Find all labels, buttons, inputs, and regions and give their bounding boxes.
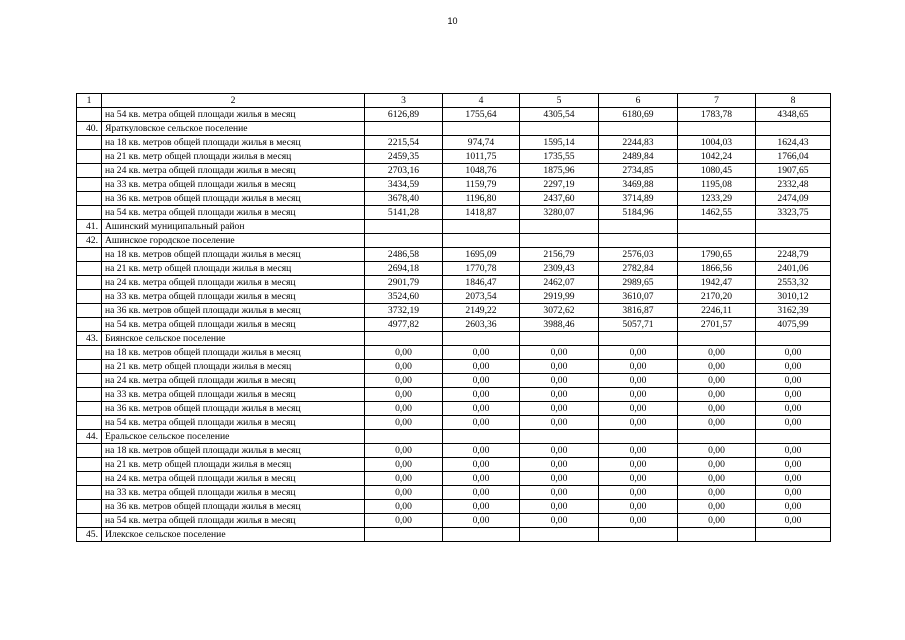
value-cell: 0,00	[756, 472, 831, 486]
section-row	[77, 220, 831, 234]
row-index	[77, 192, 102, 206]
value-cell: 3280,07	[520, 206, 599, 220]
value-cell	[756, 528, 831, 542]
row-index	[77, 206, 102, 220]
value-cell: 0,00	[520, 402, 599, 416]
value-cell: 0,00	[678, 458, 756, 472]
value-cell: 0,00	[756, 346, 831, 360]
value-cell: 1080,45	[678, 164, 756, 178]
value-cell: 0,00	[365, 360, 443, 374]
row-index	[77, 276, 102, 290]
value-cell: 2215,54	[365, 136, 443, 150]
value-cell: 0,00	[756, 486, 831, 500]
table-row	[77, 514, 831, 528]
value-cell: 3469,88	[599, 178, 678, 192]
value-cell: 0,00	[756, 458, 831, 472]
value-cell	[443, 220, 520, 234]
value-cell: 2694,18	[365, 262, 443, 276]
value-cell	[443, 234, 520, 248]
value-cell: 2734,85	[599, 164, 678, 178]
value-cell: 0,00	[599, 360, 678, 374]
value-cell: 3072,62	[520, 304, 599, 318]
column-header: 3	[365, 94, 443, 108]
row-index	[77, 304, 102, 318]
value-cell: 0,00	[520, 444, 599, 458]
value-cell: 0,00	[756, 374, 831, 388]
value-cell: 2553,32	[756, 276, 831, 290]
table-row	[77, 276, 831, 290]
value-cell: 0,00	[520, 500, 599, 514]
row-label: на 18 кв. метров общей площади жилья в месяц	[102, 248, 365, 262]
value-cell: 0,00	[678, 472, 756, 486]
value-cell: 2486,58	[365, 248, 443, 262]
row-label: на 36 кв. метров общей площади жилья в месяц	[102, 402, 365, 416]
column-header: 2	[102, 94, 365, 108]
column-header: 6	[599, 94, 678, 108]
row-index	[77, 136, 102, 150]
column-header: 4	[443, 94, 520, 108]
value-cell: 1942,47	[678, 276, 756, 290]
row-label: на 21 кв. метр общей площади жилья в месяц	[102, 360, 365, 374]
row-index	[77, 444, 102, 458]
table-row	[77, 402, 831, 416]
value-cell: 2156,79	[520, 248, 599, 262]
row-label: на 36 кв. метров общей площади жилья в месяц	[102, 500, 365, 514]
value-cell	[678, 332, 756, 346]
value-cell: 1766,04	[756, 150, 831, 164]
value-cell: 0,00	[599, 346, 678, 360]
value-cell: 6126,89	[365, 108, 443, 122]
value-cell: 0,00	[443, 374, 520, 388]
row-index	[77, 360, 102, 374]
value-cell: 0,00	[365, 458, 443, 472]
row-label: на 33 кв. метра общей площади жилья в месяц	[102, 178, 365, 192]
row-label: на 54 кв. метра общей площади жилья в месяц	[102, 514, 365, 528]
section-row	[77, 122, 831, 136]
table-row	[77, 318, 831, 332]
value-cell: 3162,39	[756, 304, 831, 318]
row-index	[77, 486, 102, 500]
value-cell: 1042,24	[678, 150, 756, 164]
row-index	[77, 178, 102, 192]
value-cell: 0,00	[443, 500, 520, 514]
row-label: на 21 кв. метр общей площади жилья в месяц	[102, 150, 365, 164]
value-cell: 0,00	[443, 416, 520, 430]
value-cell: 2170,20	[678, 290, 756, 304]
value-cell: 3323,75	[756, 206, 831, 220]
value-cell: 0,00	[678, 486, 756, 500]
value-cell: 0,00	[520, 388, 599, 402]
value-cell: 0,00	[365, 388, 443, 402]
value-cell	[520, 528, 599, 542]
value-cell: 4348,65	[756, 108, 831, 122]
value-cell: 2462,07	[520, 276, 599, 290]
row-label: на 33 кв. метра общей площади жилья в месяц	[102, 290, 365, 304]
table-header-row	[77, 94, 831, 108]
value-cell	[443, 332, 520, 346]
row-label: на 33 кв. метра общей площади жилья в месяц	[102, 486, 365, 500]
value-cell: 1695,09	[443, 248, 520, 262]
value-cell: 1233,29	[678, 192, 756, 206]
row-index	[77, 388, 102, 402]
row-index: 41.	[77, 220, 102, 234]
value-cell: 3732,19	[365, 304, 443, 318]
value-cell: 1462,55	[678, 206, 756, 220]
value-cell: 5057,71	[599, 318, 678, 332]
value-cell: 0,00	[678, 374, 756, 388]
row-index	[77, 318, 102, 332]
section-row	[77, 430, 831, 444]
value-cell	[756, 220, 831, 234]
value-cell: 0,00	[756, 444, 831, 458]
value-cell	[756, 122, 831, 136]
value-cell: 2244,83	[599, 136, 678, 150]
value-cell: 0,00	[443, 486, 520, 500]
value-cell: 0,00	[443, 388, 520, 402]
table-row	[77, 388, 831, 402]
value-cell: 0,00	[756, 360, 831, 374]
value-cell: 1418,87	[443, 206, 520, 220]
value-cell: 3714,89	[599, 192, 678, 206]
value-cell: 0,00	[365, 416, 443, 430]
value-cell: 1004,03	[678, 136, 756, 150]
value-cell: 0,00	[443, 514, 520, 528]
row-label: на 24 кв. метра общей площади жилья в месяц	[102, 374, 365, 388]
table-row	[77, 458, 831, 472]
table-row	[77, 360, 831, 374]
value-cell: 2603,36	[443, 318, 520, 332]
value-cell: 2782,84	[599, 262, 678, 276]
value-cell: 0,00	[599, 416, 678, 430]
column-header: 5	[520, 94, 599, 108]
value-cell: 0,00	[520, 346, 599, 360]
value-cell: 1011,75	[443, 150, 520, 164]
value-cell: 0,00	[599, 374, 678, 388]
value-cell: 1195,08	[678, 178, 756, 192]
table-row	[77, 248, 831, 262]
value-cell: 3010,12	[756, 290, 831, 304]
value-cell	[365, 528, 443, 542]
data-table	[76, 93, 831, 542]
value-cell	[678, 430, 756, 444]
row-index	[77, 416, 102, 430]
value-cell	[756, 332, 831, 346]
page-number: 10	[447, 16, 458, 26]
value-cell: 0,00	[365, 500, 443, 514]
row-label: на 24 кв. метра общей площади жилья в месяц	[102, 164, 365, 178]
value-cell: 1624,43	[756, 136, 831, 150]
value-cell: 0,00	[599, 458, 678, 472]
value-cell	[678, 220, 756, 234]
row-index	[77, 514, 102, 528]
value-cell: 1595,14	[520, 136, 599, 150]
value-cell: 2901,79	[365, 276, 443, 290]
row-index: 43.	[77, 332, 102, 346]
row-label: на 36 кв. метров общей площади жилья в месяц	[102, 192, 365, 206]
value-cell	[599, 430, 678, 444]
value-cell: 0,00	[756, 500, 831, 514]
value-cell: 1735,55	[520, 150, 599, 164]
value-cell: 4075,99	[756, 318, 831, 332]
row-label: на 33 кв. метра общей площади жилья в месяц	[102, 388, 365, 402]
table-row	[77, 486, 831, 500]
row-index: 45.	[77, 528, 102, 542]
value-cell: 1846,47	[443, 276, 520, 290]
table-row	[77, 262, 831, 276]
value-cell: 4977,82	[365, 318, 443, 332]
value-cell: 2297,19	[520, 178, 599, 192]
value-cell: 5184,96	[599, 206, 678, 220]
value-cell	[443, 122, 520, 136]
row-index	[77, 290, 102, 304]
row-index: 42.	[77, 234, 102, 248]
row-label: Илекское сельское поселение	[102, 528, 365, 542]
row-index	[77, 472, 102, 486]
value-cell: 0,00	[678, 500, 756, 514]
value-cell: 2248,79	[756, 248, 831, 262]
table-row	[77, 444, 831, 458]
value-cell	[756, 234, 831, 248]
value-cell	[365, 430, 443, 444]
value-cell	[599, 220, 678, 234]
row-label: Ашинское городское поселение	[102, 234, 365, 248]
value-cell: 2437,60	[520, 192, 599, 206]
table-row	[77, 346, 831, 360]
column-header: 8	[756, 94, 831, 108]
row-label: на 54 кв. метра общей площади жилья в месяц	[102, 108, 365, 122]
section-row	[77, 332, 831, 346]
value-cell: 1866,56	[678, 262, 756, 276]
value-cell: 5141,28	[365, 206, 443, 220]
row-index	[77, 164, 102, 178]
value-cell: 2073,54	[443, 290, 520, 304]
row-label: на 54 кв. метра общей площади жилья в месяц	[102, 416, 365, 430]
value-cell: 3434,59	[365, 178, 443, 192]
value-cell	[365, 332, 443, 346]
value-cell: 0,00	[599, 514, 678, 528]
row-label: Биянское сельское поселение	[102, 332, 365, 346]
value-cell: 0,00	[756, 514, 831, 528]
value-cell: 0,00	[520, 360, 599, 374]
value-cell: 0,00	[599, 444, 678, 458]
value-cell: 0,00	[520, 514, 599, 528]
value-cell: 0,00	[365, 514, 443, 528]
value-cell: 1770,78	[443, 262, 520, 276]
row-index	[77, 248, 102, 262]
table-row	[77, 150, 831, 164]
value-cell: 0,00	[520, 416, 599, 430]
value-cell: 0,00	[599, 500, 678, 514]
row-label: Еральское сельское поселение	[102, 430, 365, 444]
value-cell: 2246,11	[678, 304, 756, 318]
value-cell	[365, 234, 443, 248]
table-row	[77, 192, 831, 206]
column-header: 7	[678, 94, 756, 108]
value-cell: 4305,54	[520, 108, 599, 122]
value-cell: 0,00	[756, 402, 831, 416]
value-cell: 0,00	[678, 360, 756, 374]
value-cell: 1755,64	[443, 108, 520, 122]
row-index	[77, 108, 102, 122]
value-cell: 3988,46	[520, 318, 599, 332]
value-cell: 0,00	[599, 486, 678, 500]
value-cell	[520, 332, 599, 346]
table-row	[77, 374, 831, 388]
value-cell	[678, 528, 756, 542]
value-cell: 0,00	[756, 416, 831, 430]
row-label: на 36 кв. метров общей площади жилья в месяц	[102, 304, 365, 318]
value-cell: 2989,65	[599, 276, 678, 290]
table-row	[77, 108, 831, 122]
row-index: 40.	[77, 122, 102, 136]
row-index	[77, 500, 102, 514]
value-cell	[365, 220, 443, 234]
value-cell	[599, 528, 678, 542]
value-cell	[443, 528, 520, 542]
value-cell: 1159,79	[443, 178, 520, 192]
value-cell: 0,00	[599, 388, 678, 402]
value-cell: 1048,76	[443, 164, 520, 178]
value-cell	[756, 430, 831, 444]
value-cell: 2332,48	[756, 178, 831, 192]
column-header: 1	[77, 94, 102, 108]
value-cell: 0,00	[678, 346, 756, 360]
row-index	[77, 150, 102, 164]
value-cell: 0,00	[443, 472, 520, 486]
value-cell: 974,74	[443, 136, 520, 150]
value-cell: 0,00	[443, 458, 520, 472]
value-cell	[520, 234, 599, 248]
value-cell: 1783,78	[678, 108, 756, 122]
value-cell: 0,00	[520, 374, 599, 388]
row-label: на 21 кв. метр общей площади жилья в месяц	[102, 458, 365, 472]
table-row	[77, 136, 831, 150]
value-cell: 2701,57	[678, 318, 756, 332]
value-cell: 3816,87	[599, 304, 678, 318]
value-cell: 6180,69	[599, 108, 678, 122]
value-cell: 0,00	[678, 402, 756, 416]
table-row	[77, 290, 831, 304]
row-label: на 24 кв. метра общей площади жилья в месяц	[102, 276, 365, 290]
row-label: на 18 кв. метров общей площади жилья в месяц	[102, 136, 365, 150]
table-row	[77, 500, 831, 514]
value-cell: 2919,99	[520, 290, 599, 304]
section-row	[77, 528, 831, 542]
row-label: на 54 кв. метра общей площади жилья в месяц	[102, 206, 365, 220]
row-index	[77, 346, 102, 360]
value-cell: 3610,07	[599, 290, 678, 304]
value-cell	[520, 430, 599, 444]
value-cell: 2703,16	[365, 164, 443, 178]
value-cell: 0,00	[365, 374, 443, 388]
value-cell: 2474,09	[756, 192, 831, 206]
value-cell: 2459,35	[365, 150, 443, 164]
row-index	[77, 374, 102, 388]
value-cell: 0,00	[365, 486, 443, 500]
value-cell	[678, 234, 756, 248]
row-label: на 21 кв. метр общей площади жилья в месяц	[102, 262, 365, 276]
value-cell	[520, 220, 599, 234]
value-cell: 1196,80	[443, 192, 520, 206]
table-row	[77, 304, 831, 318]
row-index	[77, 262, 102, 276]
value-cell: 0,00	[678, 388, 756, 402]
value-cell	[678, 122, 756, 136]
value-cell	[599, 332, 678, 346]
value-cell: 2309,43	[520, 262, 599, 276]
value-cell: 0,00	[365, 444, 443, 458]
table-row	[77, 206, 831, 220]
value-cell: 0,00	[520, 458, 599, 472]
value-cell	[365, 122, 443, 136]
value-cell: 3524,60	[365, 290, 443, 304]
value-cell	[443, 430, 520, 444]
value-cell: 1790,65	[678, 248, 756, 262]
value-cell: 2149,22	[443, 304, 520, 318]
value-cell: 0,00	[443, 402, 520, 416]
row-label: Ашинский муниципальный район	[102, 220, 365, 234]
row-index	[77, 458, 102, 472]
value-cell: 0,00	[599, 472, 678, 486]
row-label: на 24 кв. метра общей площади жилья в месяц	[102, 472, 365, 486]
value-cell: 0,00	[599, 402, 678, 416]
value-cell: 0,00	[365, 402, 443, 416]
row-label: на 54 кв. метра общей площади жилья в месяц	[102, 318, 365, 332]
row-index: 44.	[77, 430, 102, 444]
value-cell	[520, 122, 599, 136]
value-cell: 0,00	[443, 360, 520, 374]
value-cell: 0,00	[365, 472, 443, 486]
value-cell	[599, 234, 678, 248]
table-row	[77, 164, 831, 178]
table-row	[77, 178, 831, 192]
value-cell	[599, 122, 678, 136]
row-label: на 18 кв. метров общей площади жилья в месяц	[102, 444, 365, 458]
table-row	[77, 416, 831, 430]
value-cell: 0,00	[365, 346, 443, 360]
value-cell: 1875,96	[520, 164, 599, 178]
value-cell: 0,00	[756, 388, 831, 402]
value-cell: 0,00	[443, 346, 520, 360]
row-label: на 18 кв. метров общей площади жилья в месяц	[102, 346, 365, 360]
row-index	[77, 402, 102, 416]
value-cell: 0,00	[520, 472, 599, 486]
value-cell: 2576,03	[599, 248, 678, 262]
value-cell: 0,00	[520, 486, 599, 500]
value-cell: 2401,06	[756, 262, 831, 276]
value-cell: 0,00	[678, 416, 756, 430]
value-cell: 0,00	[443, 444, 520, 458]
value-cell: 2489,84	[599, 150, 678, 164]
table-row	[77, 472, 831, 486]
section-row	[77, 234, 831, 248]
value-cell: 3678,40	[365, 192, 443, 206]
value-cell: 0,00	[678, 514, 756, 528]
value-cell: 0,00	[678, 444, 756, 458]
value-cell: 1907,65	[756, 164, 831, 178]
row-label: Яраткуловское сельское поселение	[102, 122, 365, 136]
